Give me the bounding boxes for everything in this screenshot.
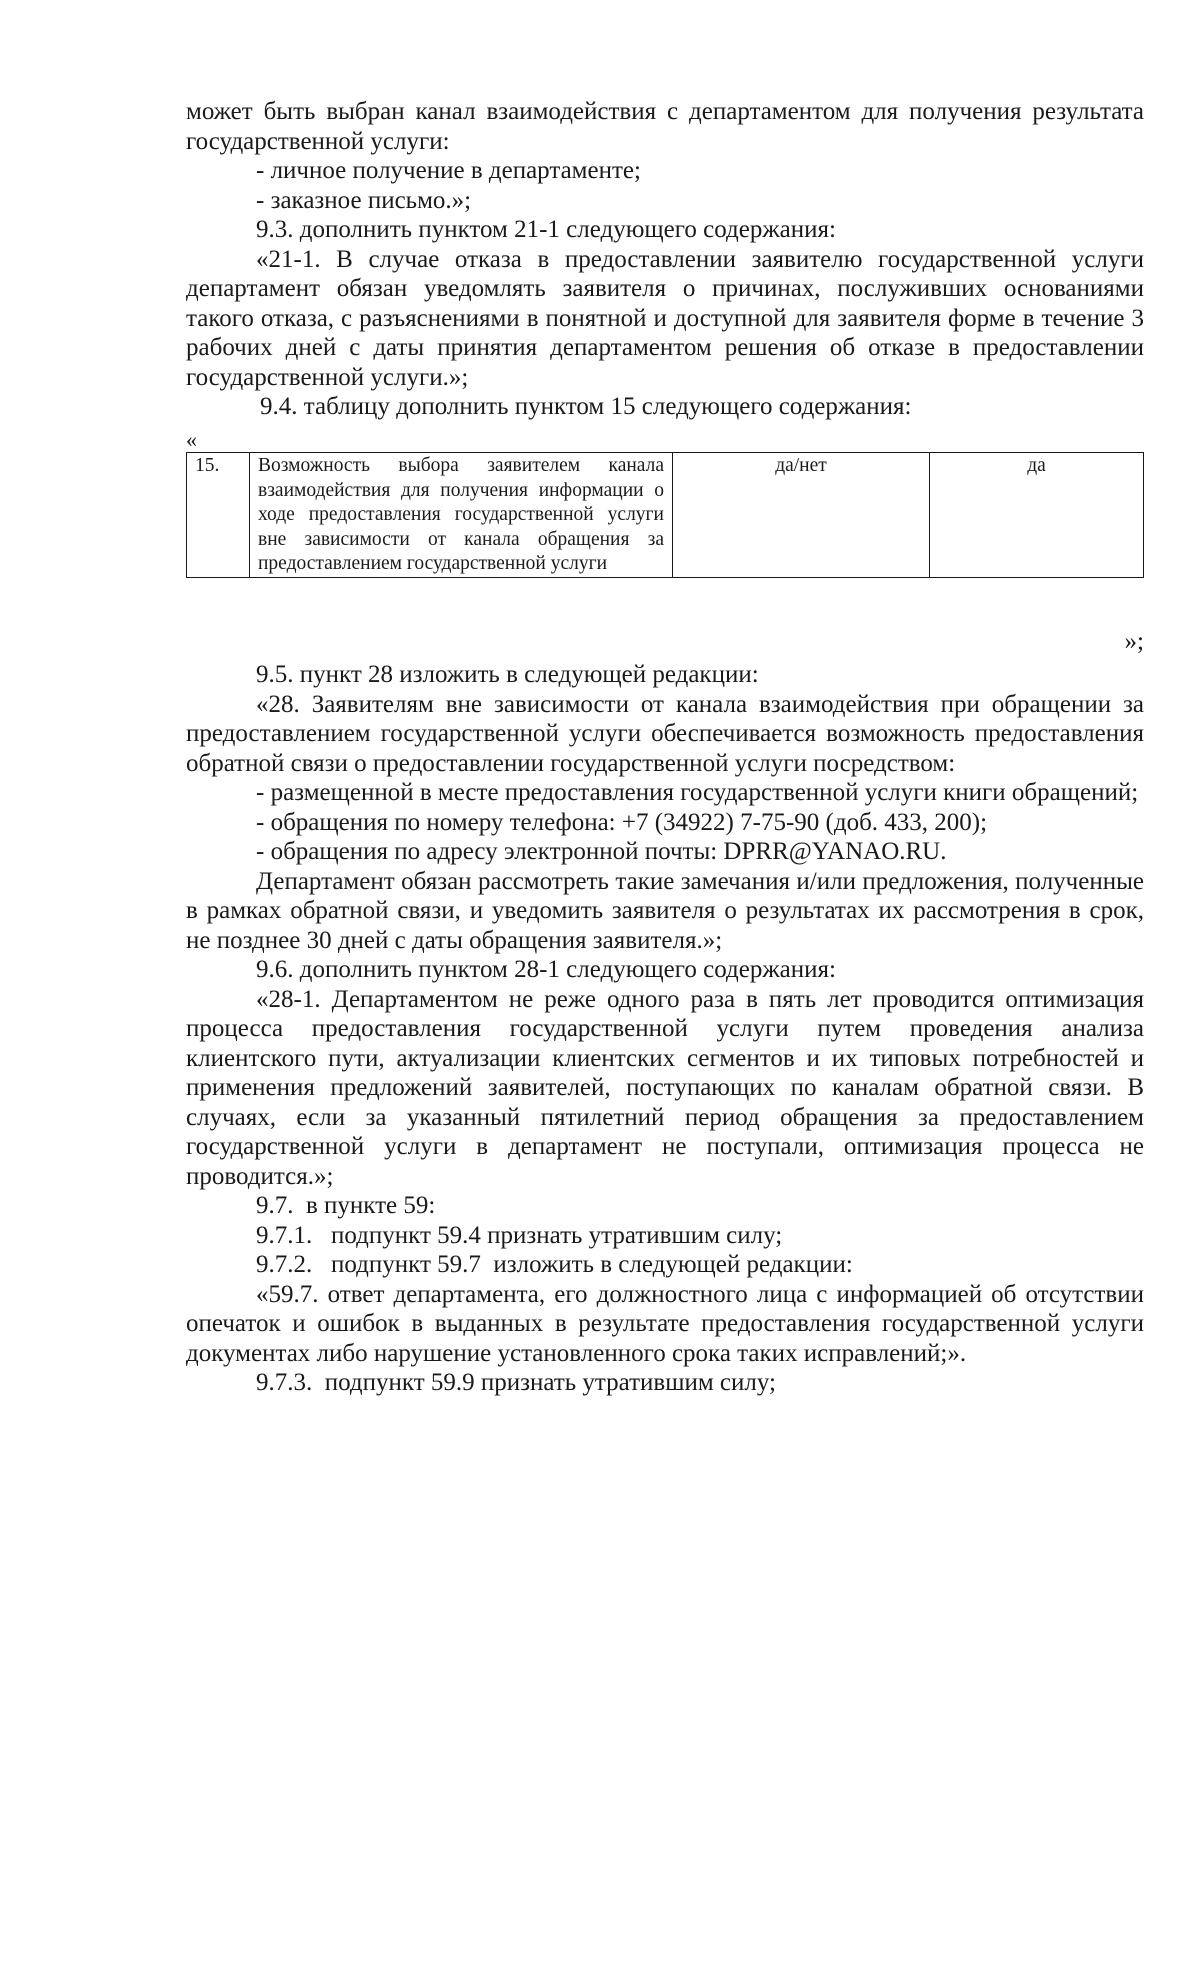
item-9-4: 9.4. таблицу дополнить пунктом 15 следующего содержания: — [260, 393, 912, 420]
clause-21-1: «21-1. В случае отказа в предоставлении заявителю государственной услуги департамент обязан уведомлять заявителя о причинах, послуживших основаниями такого отказа, с разъяснениями в понятной и доступной для заявителя форме в течение 3 рабочих дней с даты принятия департаментом решения об отказе в предоставлении государственной услуги.»; — [186, 245, 1144, 391]
paragraph-department-obligation: Департамент обязан рассмотреть такие замечания и/или предложения, полученные в рамках обратной связи, и уведомить заявителя о результатах их рассмотрения в срок, не позднее 30 дней с даты обращения заявителя.»; — [186, 867, 1144, 954]
table-row — [187, 453, 1144, 578]
paragraph-continuation: может быть выбран канал взаимодействия с департаментом для получения результата государственной услуги: — [186, 98, 1144, 155]
list-item-book: - размещенной в месте предоставления государственной услуги книги обращений; — [256, 779, 1139, 806]
item-9-3: 9.3. дополнить пунктом 21-1 следующего содержания: — [256, 216, 836, 243]
list-item-phone: - обращения по номеру телефона: +7 (34922) 7-75-90 (доб. 433, 200); — [256, 808, 988, 836]
item-9-7-1: 9.7.1. подпункт 59.4 признать утратившим силу; — [256, 1221, 783, 1249]
table-cell-value: да — [930, 453, 1144, 578]
table-cell-description: Возможность выбора заявителем канала взаимодействия для получения информации о ходе предоставления государственной услуги вне зависимости от канала обращения за предоставлением государственной услуги — [250, 453, 673, 578]
item-9-7: 9.7. в пункте 59: — [256, 1192, 436, 1219]
list-item-registered-letter: - заказное письмо.»; — [256, 186, 472, 214]
clause-28-1: «28-1. Департаментом не реже одного раза в пять лет проводится оптимизация процесса предоставления государственной услуги путем проведения анализа клиентского пути, актуализации клиентских сегментов и их типовых потребностей и применения предложений заявителей, поступающих по каналам обратной связи. В случаях, если за указанный пятилетний период обращения за предоставлением государственной услуги в департамент не поступали, оптимизация процесса не проводится.»; — [186, 985, 1144, 1190]
table-cell-options: да/нет — [673, 453, 930, 578]
table-quote-open: « — [186, 427, 197, 452]
item-9-7-2: 9.7.2. подпункт 59.7 изложить в следующей редакции: — [256, 1251, 853, 1278]
item-9-5: 9.5. пункт 28 изложить в следующей редакции: — [256, 661, 759, 688]
section-top — [186, 97, 1144, 422]
item-9-7-3: 9.7.3. подпункт 59.9 признать утратившим силу; — [256, 1369, 776, 1396]
section-bottom — [186, 660, 1144, 1398]
table-cell-number: 15. — [187, 453, 250, 578]
item-9-6: 9.6. дополнить пунктом 28-1 следующего содержания: — [256, 956, 836, 983]
table-quote-close: »; — [1124, 628, 1144, 655]
clause-59-7: «59.7. ответ департамента, его должностного лица с информацией об отсутствии опечаток и ошибок в выданных в результате предоставления государственной услуги документах либо нарушение установленного срока таких исправлений;». — [186, 1280, 1144, 1367]
clause-28: «28. Заявителям вне зависимости от канала взаимодействия при обращении за предоставлением государственной услуги обеспечивается возможность предоставления обратной связи о предоставлении государственной услуги посредством: — [186, 690, 1144, 777]
list-item-personal: - личное получение в департаменте; — [256, 157, 641, 184]
list-item-email: - обращения по адресу электронной почты: DPRR@YANAO.RU. — [256, 838, 947, 865]
amendment-table — [186, 452, 1144, 578]
